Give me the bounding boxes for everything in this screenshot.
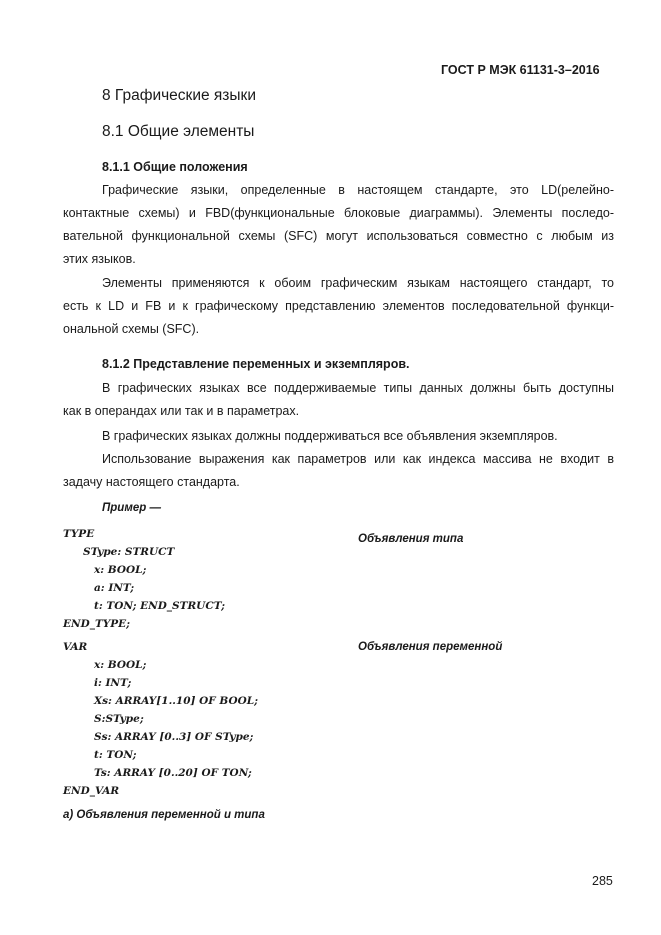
text-line: вательной функциональной схемы (SFC) могут использоваться совместно с любым из	[63, 229, 614, 243]
figure-caption: а) Объявления переменной и типа	[63, 809, 265, 821]
paragraph-data-types	[63, 377, 614, 423]
text-line: контактные схемы) и FBD(функциональные блоковые диаграммы). Элементы последо-	[63, 206, 614, 220]
paragraph-instance-declarations	[63, 425, 614, 448]
text-line: как в операндах или так и в параметрах.	[63, 404, 300, 418]
example-label: Пример —	[102, 502, 161, 514]
paragraph-elements	[63, 272, 614, 341]
code-var-line: Ts: ARRAY [0..20] OF TON;	[94, 767, 252, 779]
text-line: задачу настоящего стандарта.	[63, 475, 240, 489]
code-var-line: Ss: ARRAY [0..3] OF SType;	[94, 731, 254, 743]
text-line: этих языков.	[63, 252, 136, 266]
text-line: Использование выражения как параметров или как индекса массива не входит в	[102, 452, 614, 466]
text-line: В графических языках должны поддерживаться все объявления экземпляров.	[102, 429, 558, 443]
code-var-line: t: TON;	[94, 749, 137, 761]
code-type-line: x: BOOL;	[94, 564, 147, 576]
text-line: Графические языки, определенные в настоящем стандарте, это LD(релейно-	[102, 183, 614, 197]
code-var-line: Xs: ARRAY[1..10] OF BOOL;	[94, 695, 259, 707]
text-line: ональной схемы (SFC).	[63, 322, 200, 336]
clause-8-1-2-title: 8.1.2 Представление переменных и экземпляров.	[102, 357, 410, 371]
code-var-line: VAR	[63, 641, 88, 653]
text-line: есть к LD и FB и к графическому представлению элементов последовательной функци-	[63, 299, 614, 313]
code-var-line: S:SType;	[94, 713, 144, 725]
code-type-line: END_TYPE;	[63, 618, 131, 630]
subsection-title: 8.1 Общие элементы	[102, 123, 255, 140]
type-comment: Объявления типа	[358, 533, 464, 545]
document-header: ГОСТ Р МЭК 61131-3–2016	[441, 63, 600, 77]
code-type-line: TYPE	[63, 528, 95, 540]
section-title: 8 Графические языки	[102, 87, 256, 104]
clause-8-1-1-title: 8.1.1 Общие положения	[102, 160, 248, 174]
code-type-line: SType: STRUCT	[83, 546, 175, 558]
paragraph-expressions	[63, 448, 614, 494]
text-line: Элементы применяются к обоим графическим языкам настоящего стандарт, то	[102, 276, 614, 290]
code-type-line: t: TON; END_STRUCT;	[94, 600, 226, 612]
code-var-line: x: BOOL;	[94, 659, 147, 671]
code-var-line: i: INT;	[94, 677, 132, 689]
var-comment: Объявления переменной	[358, 641, 503, 653]
text-line: В графических языках все поддерживаемые типы данных должны быть доступны	[102, 381, 614, 395]
code-type-line: a: INT;	[94, 582, 135, 594]
code-var-line: END_VAR	[63, 785, 120, 797]
paragraph-graphic-languages	[63, 179, 614, 271]
page-number: 285	[592, 874, 613, 888]
